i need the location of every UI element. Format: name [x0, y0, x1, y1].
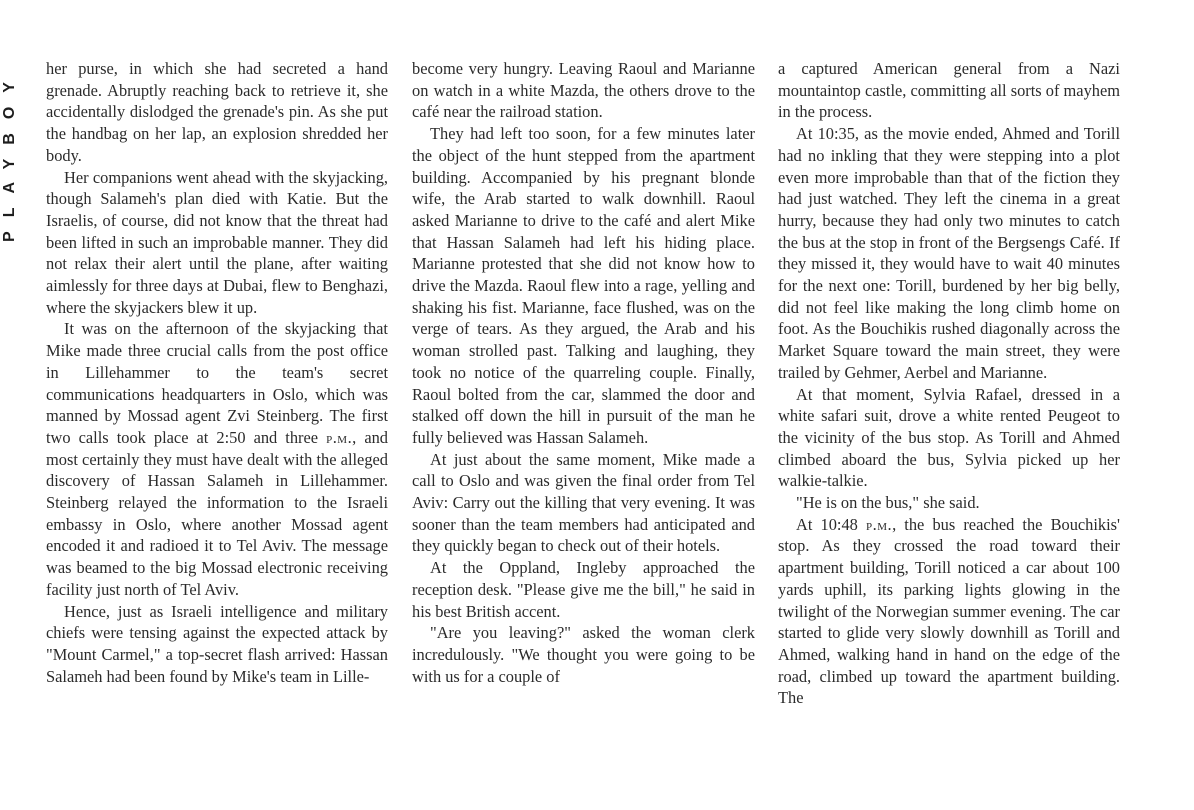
- article-column-1: [46, 58, 388, 687]
- paragraph: a captured American general from a Nazi mountaintop castle, committing all sorts of mayhem in the process.: [778, 59, 1120, 122]
- paragraph: "He is on the bus," she said.: [796, 493, 980, 513]
- paragraph: her purse, in which she had secreted a hand grenade. Abruptly reaching back to retrieve it, she accidentally dislodged the grenade's pin. As she put the handbag on her lap, an explosion shredded her body.: [46, 59, 388, 165]
- paragraph: become very hungry. Leaving Raoul and Marianne on watch in a white Mazda, the others drove to the café near the railroad station.: [412, 59, 755, 122]
- paragraph: Her companions went ahead with the skyjacking, though Salameh's plan died with Katie. But the Israelis, of course, did not know that the threat had been lifted in such an improbable manner. They did not relax their alert until the plane, after waiting aimlessly for three days at Dubai, flew to Benghazi, where the skyjackers blew it up.: [46, 167, 388, 317]
- paragraph: It was on the afternoon of the skyjacking that Mike made three crucial calls from the post office in Lillehammer to the team's secret communications headquarters in Oslo, which was manned by Mossad agent Zvi Steinberg. The first two calls took place at 2:50 and three p.m., and most certainly they must have dealt with the alleged discovery of Hassan Salameh in Lillehammer. Steinberg relayed the information to the Israeli embassy in Oslo, where another Mossad agent encoded it and radioed it to Tel Aviv. The message was beamed to the big Mossad electronic receiving facility just north of Tel Aviv.: [46, 319, 388, 599]
- paragraph: At 10:35, as the movie ended, Ahmed and Torill had no inkling that they were stepping into a plot even more improbable than that of the fiction they had just watched. They left the cinema in a great hurry, because they had only two minutes to catch the bus at the stop in front of the Bergsengs Café. If they missed it, they would have to wait 40 minutes for the next one: Torill, burdened by her big belly, did not feel like making the long climb home on foot. As the Bouchikis rushed diagonally across the Market Square toward the main street, they were trailed by Gehmer, Aerbel and Marianne.: [778, 124, 1120, 382]
- paragraph: They had left too soon, for a few minutes later the object of the hunt stepped from the apartment building. Accompanied by his pregnant blonde wife, the Arab started to walk downhill. Raoul asked Marianne to drive to the café and alert Mike that Hassan Salameh had left his hiding place. Marianne protested that she did not know how to drive the Mazda. Raoul flew into a rage, yelling and shaking his fist. Marianne, face flushed, was on the verge of tears. As they argued, the Arab and his woman strolled past. Talking and laughing, they took no notice of the quarreling couple. Finally, Raoul bolted from the car, slammed the door and stalked off down the hill in pursuit of the man he fully believed was Hassan Salameh.: [412, 124, 755, 447]
- paragraph: At the Oppland, Ingleby approached the reception desk. "Please give me the bill," he said in his best British accent.: [412, 558, 755, 621]
- article-column-3: [778, 58, 1120, 709]
- paragraph: "Are you leaving?" asked the woman clerk incredulously. "We thought you were going to be with us for a couple of: [412, 623, 755, 686]
- paragraph: At that moment, Sylvia Rafael, dressed in a white safari suit, drove a white rented Peugeot to the vicinity of the bus stop. As Torill and Ahmed climbed aboard the bus, Sylvia picked up her walkie-talkie.: [778, 384, 1120, 491]
- article-column-2: [412, 58, 755, 687]
- paragraph: At 10:48 p.m., the bus reached the Bouchikis' stop. As they crossed the road toward their apartment building, Torill noticed a car about 100 yards uphill, its parking lights glowing in the twilight of the Norwegian summer evening. The car started to glide very slowly downhill as Torill and Ahmed, walking hand in hand on the edge of the road, climbed up toward the apartment building. The: [778, 514, 1121, 708]
- paragraph: Hence, just as Israeli intelligence and military chiefs were tensing against the expected attack by "Mount Carmel," a top-secret flash arrived: Hassan Salameh had been found by Mike's team in Lille-: [46, 601, 388, 686]
- magazine-brand: [0, 40, 20, 260]
- paragraph: At just about the same moment, Mike made a call to Oslo and was given the final order from Tel Aviv: Carry out the killing that very evening. It was sooner than the team members had anticipated and they quickly began to check out of their hotels.: [412, 449, 755, 556]
- brand-text: PLAYBOY: [1, 68, 18, 242]
